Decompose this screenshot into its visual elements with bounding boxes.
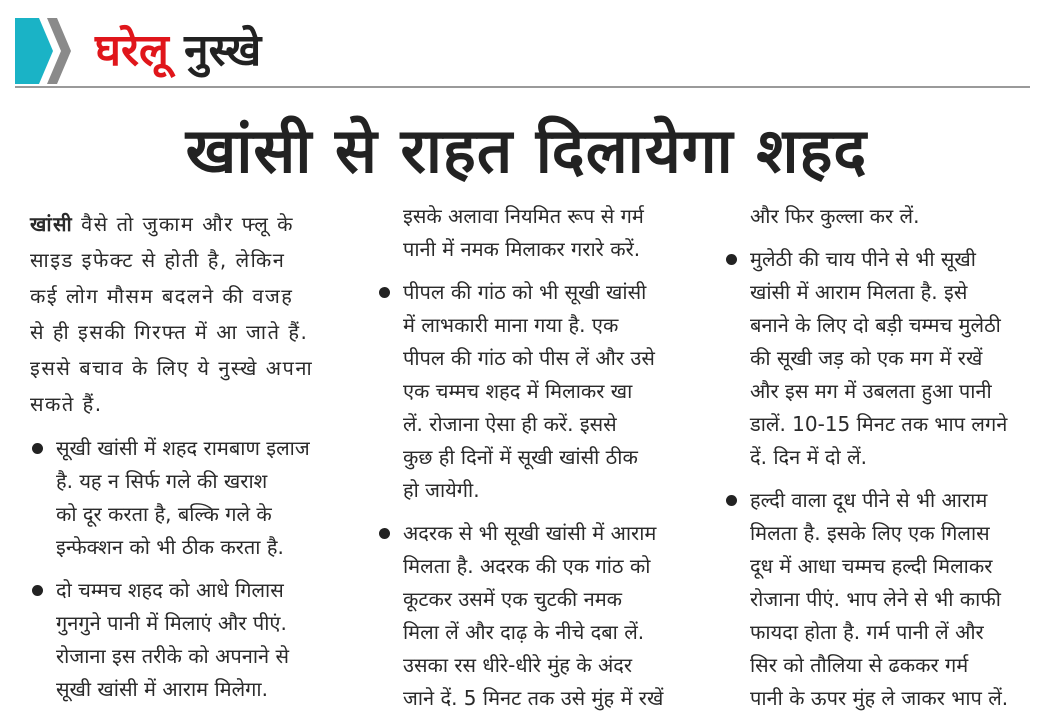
text-line: हो जायेगी. — [403, 478, 480, 502]
text-line: एक चम्मच शहद में मिलाकर खा — [403, 379, 633, 403]
text-line: की सूखी जड़ को एक मग में रखें — [750, 346, 983, 370]
section-label — [95, 18, 261, 84]
list-item — [377, 517, 697, 715]
text-line: फायदा होता है. गर्म पानी लें और — [750, 620, 984, 644]
continued-paragraph — [377, 200, 697, 266]
text-line: उसका रस धीरे-धीरे मुंह के अंदर — [403, 653, 633, 677]
section-chevron-icon — [15, 18, 75, 84]
text-line: और इस मग में उबलता हुआ पानी — [750, 379, 992, 403]
text-line: अदरक से भी सूखी खांसी में आराम — [403, 521, 657, 545]
text-line: इसके अलावा नियमित रूप से गर्म — [403, 204, 644, 228]
text-line: मिला लें और दाढ़ के नीचे दबा लें. — [403, 620, 645, 644]
list-item — [30, 432, 350, 564]
text-line: कूटकर उसमें एक चुटकी नमक — [403, 587, 623, 611]
text-line: साइड इफेक्ट से होती है, लेकिन — [30, 248, 286, 272]
text-line: सकते हैं. — [30, 392, 103, 416]
column-3 — [724, 200, 1049, 715]
list-item — [30, 574, 350, 706]
bullet-icon — [32, 443, 43, 454]
text-line: दूध में आधा चम्मच हल्दी मिलाकर — [750, 554, 993, 578]
text-line: रोजाना इस तरीके को अपनाने से — [56, 644, 289, 668]
list-item — [724, 484, 1049, 715]
section-label-red: घरेलू — [95, 25, 169, 76]
text-line: रोजाना पीएं. भाप लेने से भी काफी — [750, 587, 1001, 611]
bullet-icon — [32, 585, 43, 596]
text-line: हल्दी वाला दूध पीने से भी आराम — [750, 488, 988, 512]
text-line: बनाने के लिए दो बड़ी चम्मच मुलेठी — [750, 313, 1001, 337]
article-headline: खांसी से राहत दिलायेगा शहद — [185, 114, 868, 187]
text-line: से ही इसकी गिरफ्त में आ जाते हैं. — [30, 320, 309, 344]
intro-paragraph — [30, 206, 350, 422]
section-label-black: नुस्खे — [184, 25, 262, 76]
list-item — [377, 276, 697, 507]
column-2 — [377, 200, 697, 715]
text-line: गुनगुने पानी में मिलाएं और पीएं. — [56, 611, 287, 635]
text-line: पीपल की गांठ को भी सूखी खांसी — [403, 280, 647, 304]
column-1 — [30, 206, 350, 706]
text-line: वैसे तो जुकाम और फ्लू के — [81, 212, 294, 236]
text-line: इससे बचाव के लिए ये नुस्खे अपना — [30, 356, 314, 380]
continued-paragraph — [724, 200, 1049, 233]
text-line: मुलेठी की चाय पीने से भी सूखी — [750, 247, 976, 271]
text-line: खांसी में आराम मिलता है. इसे — [750, 280, 968, 304]
text-line: कई लोग मौसम बदलने की वजह — [30, 284, 294, 308]
text-line: कुछ ही दिनों में सूखी खांसी ठीक — [403, 445, 638, 469]
header-divider — [15, 86, 1030, 88]
text-line: लें. रोजाना ऐसा ही करें. इससे — [403, 412, 617, 436]
text-line: पानी में नमक मिलाकर गरारे करें. — [403, 237, 641, 261]
text-line: दो चम्मच शहद को आधे गिलास — [56, 578, 284, 602]
bullet-icon — [726, 254, 737, 265]
text-line: सूखी खांसी में शहद रामबाण इलाज — [56, 436, 310, 460]
text-line: मिलता है. इसके लिए एक गिलास — [750, 521, 990, 545]
text-line: पानी के ऊपर मुंह ले जाकर भाप लें. — [750, 686, 1009, 710]
text-line: मिलता है. अदरक की एक गांठ को — [403, 554, 651, 578]
bullet-icon — [726, 495, 737, 506]
intro-lead: खांसी — [30, 212, 74, 236]
text-line: को दूर करता है, बल्कि गले के — [56, 502, 272, 526]
bullet-icon — [379, 287, 390, 298]
text-line: में लाभकारी माना गया है. एक — [403, 313, 619, 337]
text-line: जाने दें. 5 मिनट तक उसे मुंह में रखें — [403, 686, 664, 710]
text-line: सूखी खांसी में आराम मिलेगा. — [56, 677, 268, 701]
list-item — [724, 243, 1049, 474]
bullet-icon — [379, 528, 390, 539]
text-line: पीपल की गांठ को पीस लें और उसे — [403, 346, 655, 370]
text-line: डालें. 10-15 मिनट तक भाप लगने — [750, 412, 1008, 436]
text-line: और फिर कुल्ला कर लें. — [750, 204, 920, 228]
text-line: है. यह न सिर्फ गले की खराश — [56, 469, 268, 493]
text-line: इन्फेक्शन को भी ठीक करता है. — [56, 535, 284, 559]
text-line: दें. दिन में दो लें. — [750, 445, 867, 469]
text-line: सिर को तौलिया से ढककर गर्म — [750, 653, 969, 677]
